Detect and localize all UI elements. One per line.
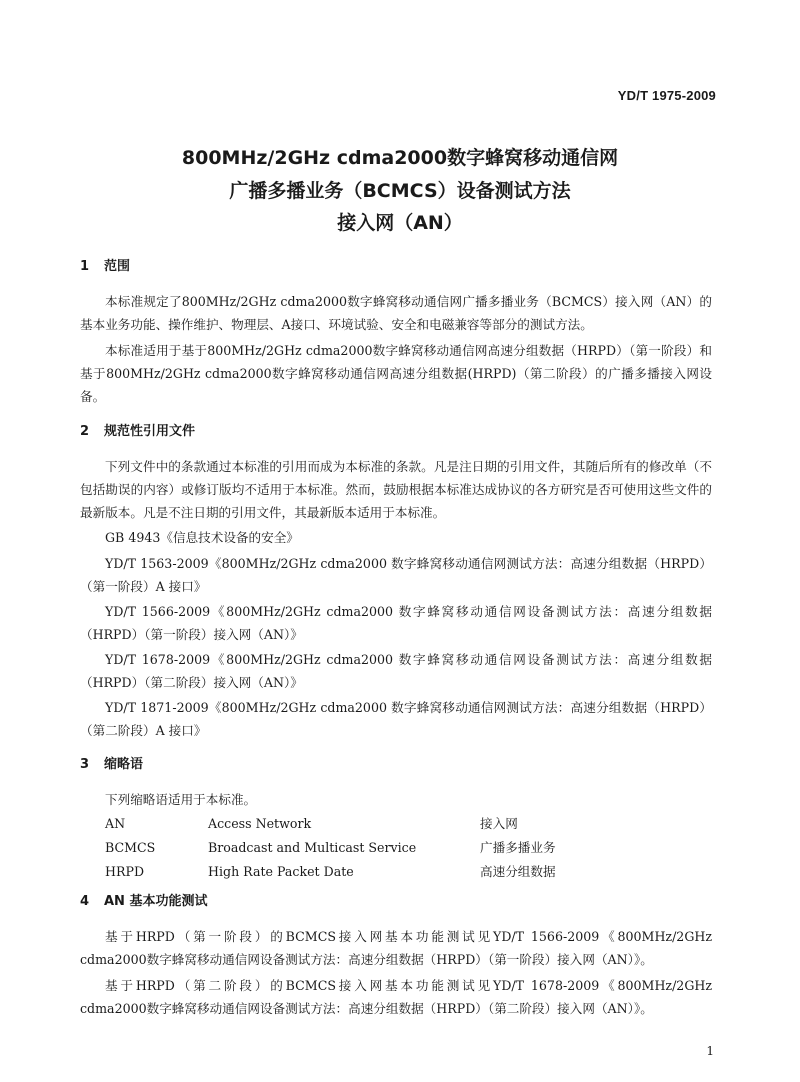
standard-code: YD/T 1975-2009	[617, 88, 716, 103]
abbreviation-chinese: 接入网	[480, 816, 518, 831]
abbreviation-chinese: 高速分组数据	[480, 864, 556, 879]
section-3-heading	[80, 756, 143, 774]
abbreviation-chinese: 广播多播业务	[480, 840, 556, 855]
document-title-line-1: 800MHz/2GHz cdma2000数字蜂窝移动通信网	[181, 147, 619, 169]
section-number: 2	[80, 424, 90, 439]
document-title-line-2: 广播多播业务（BCMCS）设备测试方法	[229, 180, 571, 202]
section-4-heading	[80, 893, 207, 911]
section-1-paragraph-2: 本标准适用于基于800MHz/2GHz cdma2000数字蜂窝移动通信网高速分组数据（HRPD）（第一阶段）和基于800MHz/2GHz cdma2000数字蜂窝移动通信网高速分组数据(HRPD)（第二阶段）的广播多播接入网设备。	[80, 343, 712, 404]
reference-item: YD/T 1871-2009《800MHz/2GHz cdma2000 数字蜂窝移动通信网测试方法：高速分组数据（HRPD）（第二阶段）A 接口》	[80, 700, 712, 738]
abbreviation-english: Access Network	[208, 816, 312, 831]
section-number: 1	[80, 259, 90, 274]
section-title: 缩略语	[104, 757, 144, 772]
reference-item: YD/T 1563-2009《800MHz/2GHz cdma2000 数字蜂窝移动通信网测试方法：高速分组数据（HRPD）（第一阶段）A 接口》	[80, 556, 712, 594]
section-title: 规范性引用文件	[104, 424, 196, 439]
abbreviation: BCMCS	[105, 840, 156, 855]
section-4-paragraph-2: 基于HRPD（第二阶段）的BCMCS接入网基本功能测试见YD/T 1678-2009《800MHz/2GHz cdma2000数字蜂窝移动通信网设备测试方法：高速分组数据（HRPD）（第二阶段）接入网（AN）》。	[80, 978, 712, 1016]
abbreviation: AN	[105, 816, 126, 831]
section-3-intro: 下列缩略语适用于本标准。	[105, 792, 257, 807]
section-title: 范围	[104, 259, 131, 274]
page-number: 1	[706, 1044, 714, 1058]
section-number: 4	[80, 894, 90, 909]
abbreviation-english: Broadcast and Multicast Service	[208, 840, 417, 855]
reference-item: YD/T 1566-2009《800MHz/2GHz cdma2000 数字蜂窝移动通信网设备测试方法：高速分组数据（HRPD）（第一阶段）接入网（AN）》	[80, 604, 712, 642]
section-1-heading	[80, 258, 130, 276]
reference-item: GB 4943《信息技术设备的安全》	[105, 530, 299, 545]
abbreviation: HRPD	[105, 864, 145, 879]
section-4-paragraph-1: 基于HRPD（第一阶段）的BCMCS接入网基本功能测试见YD/T 1566-2009《800MHz/2GHz cdma2000数字蜂窝移动通信网设备测试方法：高速分组数据（HRPD）（第一阶段）接入网（AN）》。	[80, 929, 712, 967]
section-2-heading	[80, 423, 195, 441]
abbreviation-english: High Rate Packet Date	[208, 864, 354, 879]
reference-item: YD/T 1678-2009《800MHz/2GHz cdma2000 数字蜂窝移动通信网设备测试方法：高速分组数据（HRPD）（第二阶段）接入网（AN）》	[80, 652, 712, 690]
section-number: 3	[80, 757, 90, 772]
section-title: AN 基本功能测试	[104, 894, 208, 909]
document-title-line-3: 接入网（AN）	[337, 212, 463, 234]
section-2-paragraph-1: 下列文件中的条款通过本标准的引用而成为本标准的条款。凡是注日期的引用文件，其随后所有的修改单（不包括勘误的内容）或修订版均不适用于本标准。然而，鼓励根据本标准达成协议的各方研究是否可使用这些文件的最新版本。凡是不注日期的引用文件，其最新版本适用于本标准。	[80, 459, 712, 520]
section-1-paragraph-1: 本标准规定了800MHz/2GHz cdma2000数字蜂窝移动通信网广播多播业务（BCMCS）接入网（AN）的基本业务功能、操作维护、物理层、A接口、环境试验、安全和电磁兼容等部分的测试方法。	[80, 294, 712, 332]
